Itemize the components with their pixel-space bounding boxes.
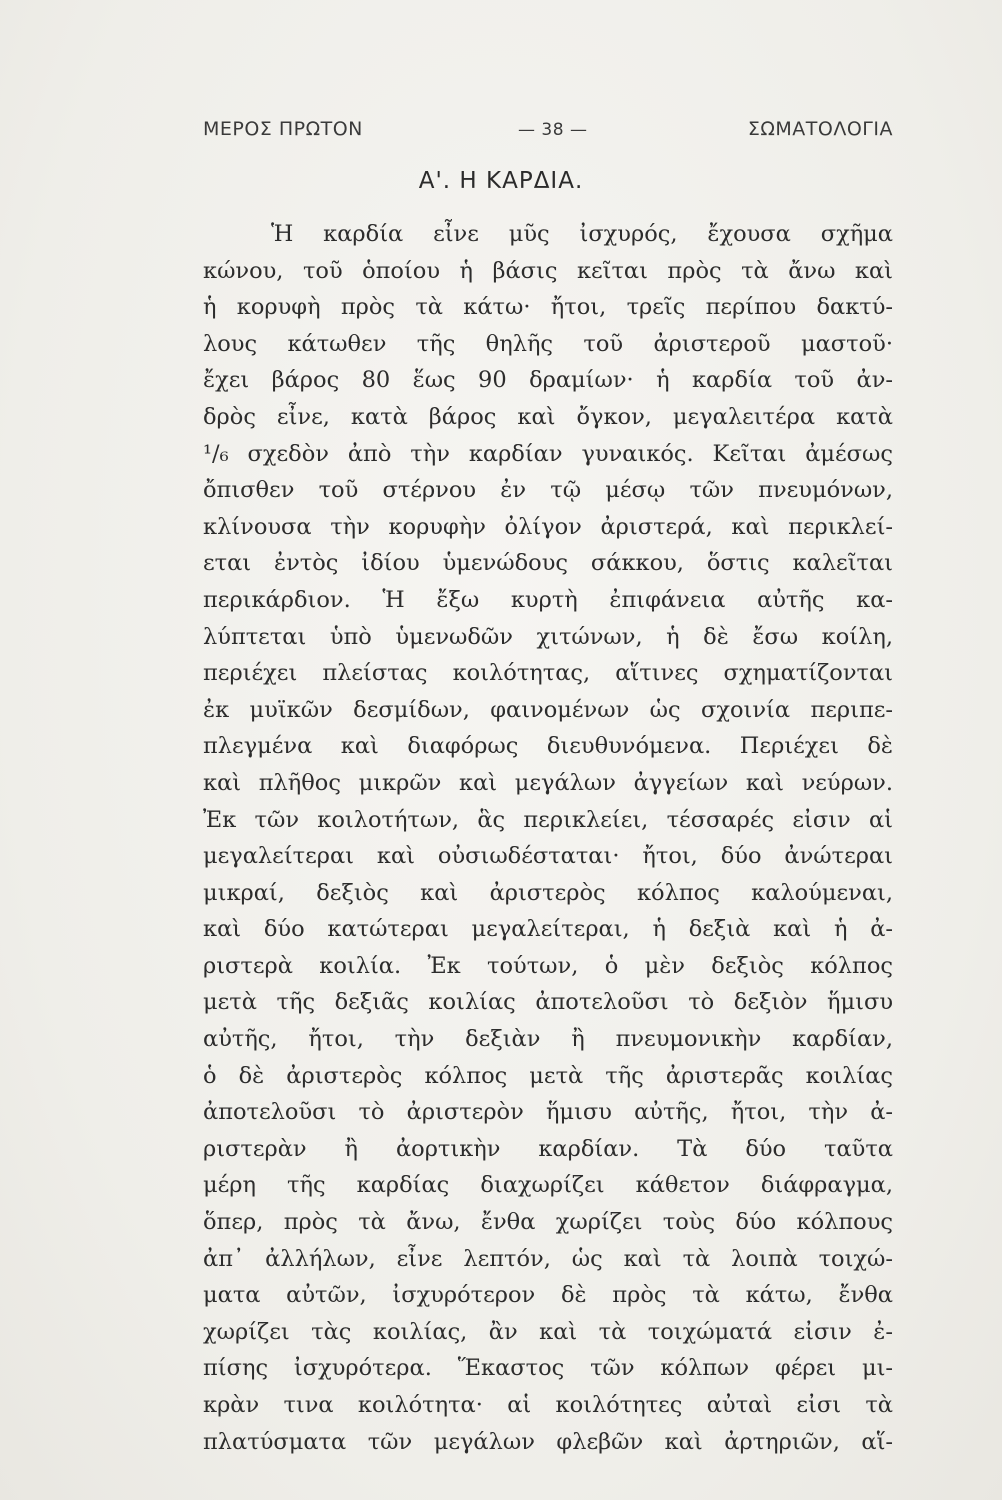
text-line: ἡ κορυφὴ πρὸς τὰ κάτω· ἤτοι, τρεῖς περίπου δακτύ- <box>203 294 893 321</box>
text-line: κρὰν τινα κοιλότητα· αἱ κοιλότητες αὐταὶ εἰσι τὰ <box>203 1392 893 1418</box>
text-line: περικάρδιον. Ἡ ἔξω κυρτὴ ἐπιφάνεια αὐτῆς κα- <box>203 586 893 613</box>
text-line: ἐκ μυϊκῶν δεσμίδων, φαινομένων ὡς σχοινία περιπε- <box>203 696 893 723</box>
text-line: πλατύσματα τῶν μεγάλων φλεβῶν καὶ ἀρτηριῶν, αἵ- <box>203 1428 893 1455</box>
text-line: ἀπ᾽ ἀλλήλων, εἶνε λεπτόν, ὡς καὶ τὰ λοιπὰ τοιχώ- <box>203 1245 893 1272</box>
text-line: ἔχει βάρος 80 ἕως 90 δραμίων· ἡ καρδία τοῦ ἀν- <box>203 367 893 394</box>
section-heading: Α'. Η ΚΑΡΔΙΑ. <box>418 168 584 194</box>
running-head <box>203 110 893 150</box>
subject-title: ΣΩΜΑΤΟΛΟΓΙΑ <box>747 118 893 140</box>
text-line: κλίνουσα τὴν κορυφὴν ὀλίγον ἀριστερά, καὶ περικλεί- <box>203 513 893 540</box>
text-line: ριστερὰ κοιλία. Ἐκ τούτων, ὁ μὲν δεξιὸς κόλπος <box>203 952 893 979</box>
text-line: μικραί, δεξιὸς καὶ ἀριστερὸς κόλπος καλούμεναι, <box>203 879 893 906</box>
text-line: ὁ δὲ ἀριστερὸς κόλπος μετὰ τῆς ἀριστερᾶς κοιλίας <box>203 1062 893 1089</box>
text-line: κώνου, τοῦ ὁποίου ἡ βάσις κεῖται πρὸς τὰ ἄνω καὶ <box>203 257 893 284</box>
text-line: Ἡ καρδία εἶνε μῦς ἰσχυρός, ἔχουσα σχῆμα <box>271 221 893 247</box>
text-line: καὶ δύο κατώτεραι μεγαλείτεραι, ἡ δεξιὰ καὶ ἡ ἀ- <box>203 916 893 943</box>
page-number: — 38 — <box>518 120 588 140</box>
text-line: ὅπερ, πρὸς τὰ ἄνω, ἔνθα χωρίζει τοὺς δύο κόλπους <box>203 1209 893 1236</box>
text-line: μεγαλείτεραι καὶ οὐσιωδέσταται· ἤτοι, δύο ἀνώτεραι <box>203 843 893 870</box>
text-line: ἀποτελοῦσι τὸ ἀριστερὸν ἥμισυ αὐτῆς, ἤτοι, τὴν ἀ- <box>203 1099 893 1126</box>
text-line: πίσης ἰσχυρότερα. Ἕκαστος τῶν κόλπων φέρει μι- <box>203 1355 893 1382</box>
text-line: καὶ πλῆθος μικρῶν καὶ μεγάλων ἀγγείων καὶ νεύρων. <box>203 769 893 796</box>
text-line: πλεγμένα καὶ διαφόρως διευθυνόμενα. Περιέχει δὲ <box>203 733 893 760</box>
text-line: χωρίζει τὰς κοιλίας, ἂν καὶ τὰ τοιχώματά εἰσιν ἐ- <box>203 1318 893 1345</box>
text-line: ὄπισθεν τοῦ στέρνου ἐν τῷ μέσῳ τῶν πνευμόνων, <box>203 477 893 504</box>
text-line: λους κάτωθεν τῆς θηλῆς τοῦ ἀριστεροῦ μαστοῦ· <box>203 330 893 357</box>
part-title: ΜΕΡΟΣ ΠΡΩΤΟΝ <box>203 118 363 140</box>
text-line: ματα αὐτῶν, ἰσχυρότερον δὲ πρὸς τὰ κάτω, ἔνθα <box>203 1282 893 1309</box>
text-line: λύπτεται ὑπὸ ὑμενωδῶν χιτώνων, ἡ δὲ ἔσω κοίλη, <box>203 623 893 650</box>
text-line: μετὰ τῆς δεξιᾶς κοιλίας ἀποτελοῦσι τὸ δεξιὸν ἥμισυ <box>203 989 893 1016</box>
text-line: αὐτῆς, ἤτοι, τὴν δεξιὰν ἢ πνευμονικὴν καρδίαν, <box>203 1026 893 1053</box>
text-line: Ἐκ τῶν κοιλοτήτων, ἃς περικλείει, τέσσαρές εἰσιν αἱ <box>203 806 893 833</box>
text-line: ¹/₆ σχεδὸν ἀπὸ τὴν καρδίαν γυναικός. Κεῖται ἀμέσως <box>203 440 893 467</box>
text-line: ριστερὰν ἢ ἀορτικὴν καρδίαν. Τὰ δύο ταῦτα <box>203 1135 893 1162</box>
text-line: εται ἐντὸς ἰδίου ὑμενώδους σάκκου, ὅστις καλεῖται <box>203 550 893 577</box>
text-line: δρὸς εἶνε, κατὰ βάρος καὶ ὄγκον, μεγαλειτέρα κατὰ <box>203 403 893 430</box>
text-line: μέρη τῆς καρδίας διαχωρίζει κάθετον διάφραγμα, <box>203 1172 893 1199</box>
body-text <box>203 216 893 1460</box>
text-line: περιέχει πλείστας κοιλότητας, αἵτινες σχηματίζονται <box>203 660 893 687</box>
